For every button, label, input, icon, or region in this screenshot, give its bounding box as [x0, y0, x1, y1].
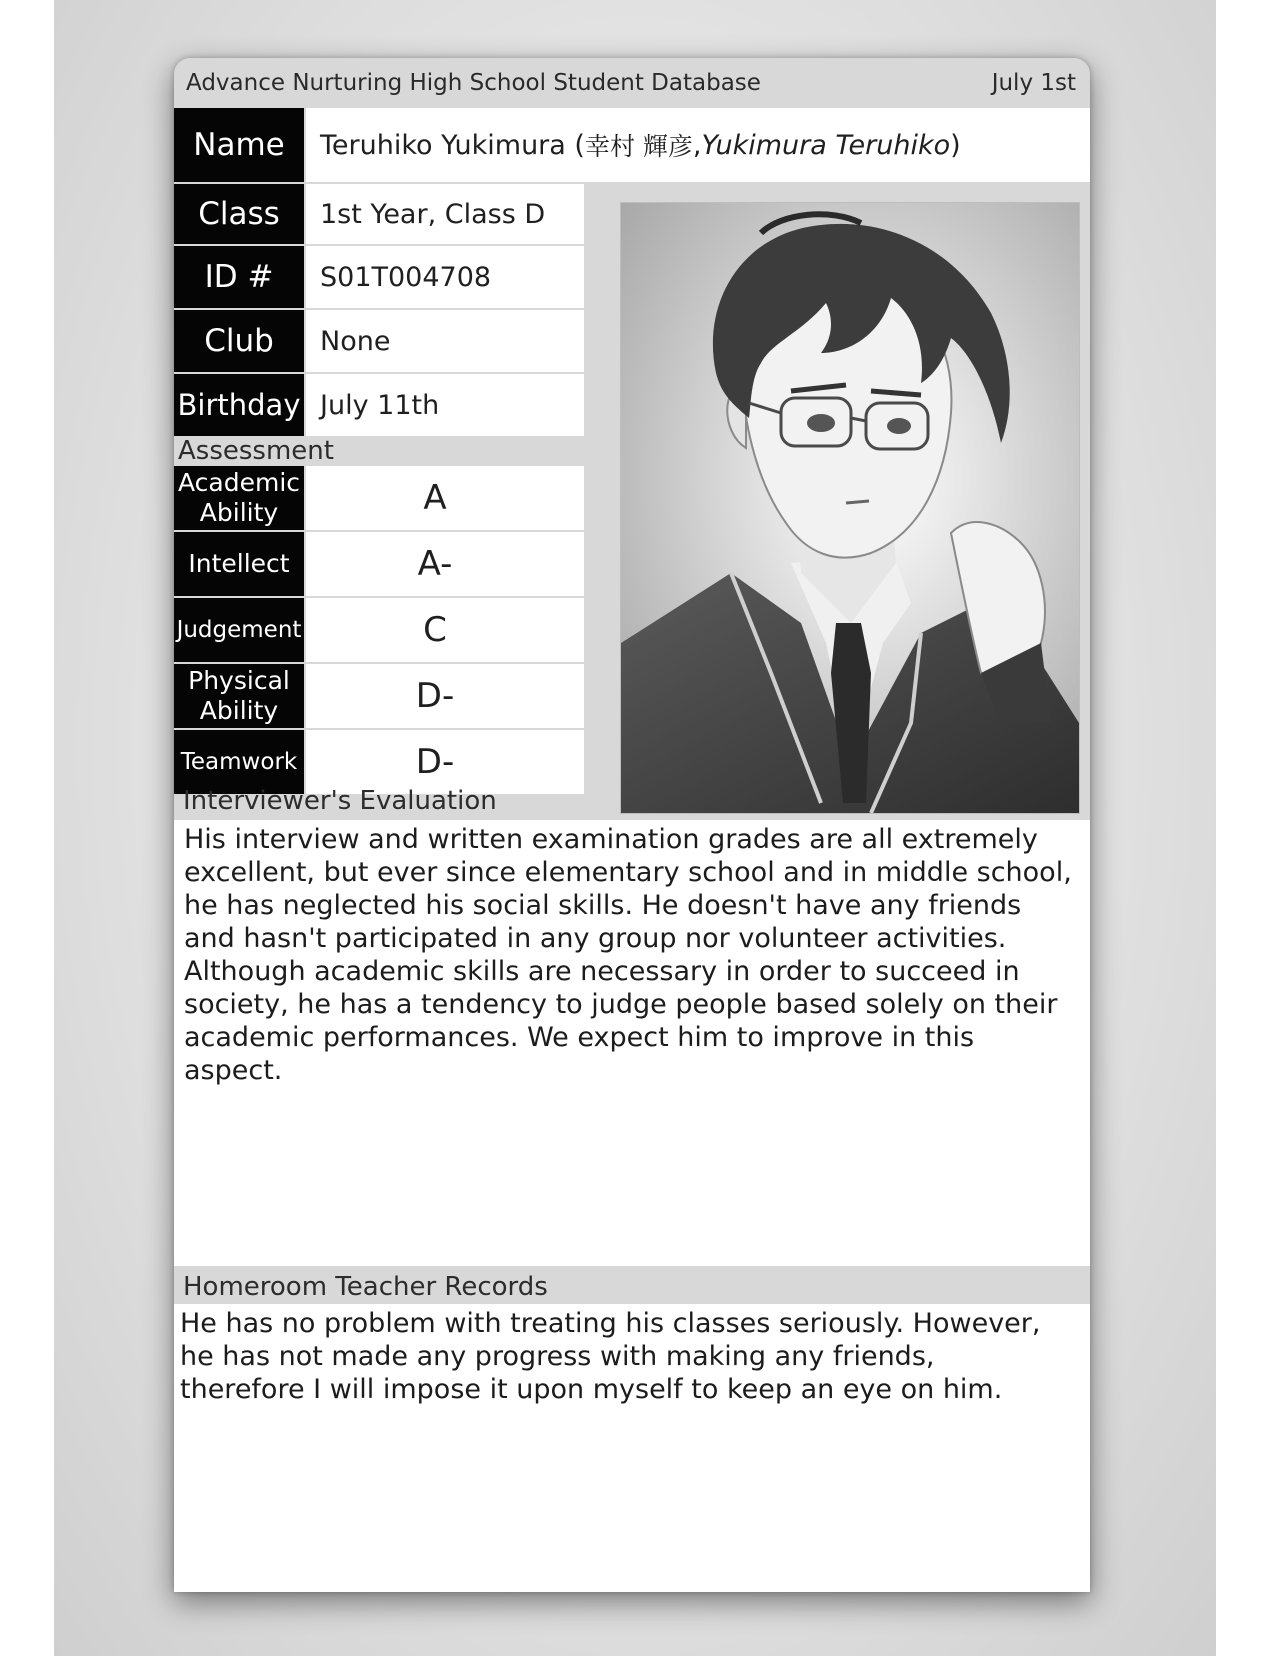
student-portrait-illustration — [621, 203, 1079, 813]
id-label: ID # — [174, 246, 304, 308]
name-english: Teruhiko Yukimura ( — [320, 129, 585, 161]
student-portrait — [620, 202, 1080, 814]
assessment-grade-teamwork: D- — [306, 730, 584, 794]
club-label: Club — [174, 310, 304, 372]
name-kanji: 幸村 輝彦 — [584, 132, 693, 161]
class-value: 1st Year, Class D — [306, 184, 584, 244]
name-separator: , — [692, 129, 702, 161]
birthday-label: Birthday — [174, 374, 304, 436]
database-title: Advance Nurturing High School Student Database — [186, 70, 761, 96]
assessment-label-judgement: Judgement — [174, 598, 304, 662]
id-value: S01T004708 — [306, 246, 584, 308]
assessment-title: Assessment — [178, 436, 334, 466]
assessment-label-academic: Academic Ability — [174, 466, 304, 530]
assessment-label-intellect: Intellect — [174, 532, 304, 596]
name-label: Name — [174, 108, 304, 182]
name-value — [306, 108, 1090, 182]
interview-title: Interviewer's Evaluation — [183, 786, 497, 816]
assessment-grade-physical: D- — [306, 664, 584, 728]
record-date: July 1st — [991, 70, 1076, 96]
homeroom-title: Homeroom Teacher Records — [183, 1272, 548, 1302]
card-header — [174, 58, 1090, 108]
interview-text: His interview and written examination grades are all extremely excellent, but ever since elementary school and in middle school, he has neglected his social skills. He doesn't have any friends and hasn't participated in any group nor volunteer activities. Although academic skills are necessary in order to succeed in society, he has a tendency to judge people based solely on their academic performances. We expect him to improve in this aspect. — [174, 820, 1090, 1266]
class-label: Class — [174, 184, 304, 244]
student-record-card — [174, 58, 1090, 1592]
assessment-label-physical: Physical Ability — [174, 664, 304, 728]
club-value: None — [306, 310, 584, 372]
assessment-grade-academic: A — [306, 466, 584, 530]
assessment-label-teamwork: Teamwork — [174, 730, 304, 794]
birthday-value: July 11th — [306, 374, 584, 436]
name-close: ) — [950, 129, 961, 161]
assessment-grade-intellect: A- — [306, 532, 584, 596]
name-romaji: Yukimura Teruhiko — [701, 129, 951, 161]
assessment-grade-judgement: C — [306, 598, 584, 662]
homeroom-text: He has no problem with treating his classes seriously. However, he has not made any progress with making any friends, therefore I will impose it upon myself to keep an eye on him. — [174, 1304, 1090, 1592]
